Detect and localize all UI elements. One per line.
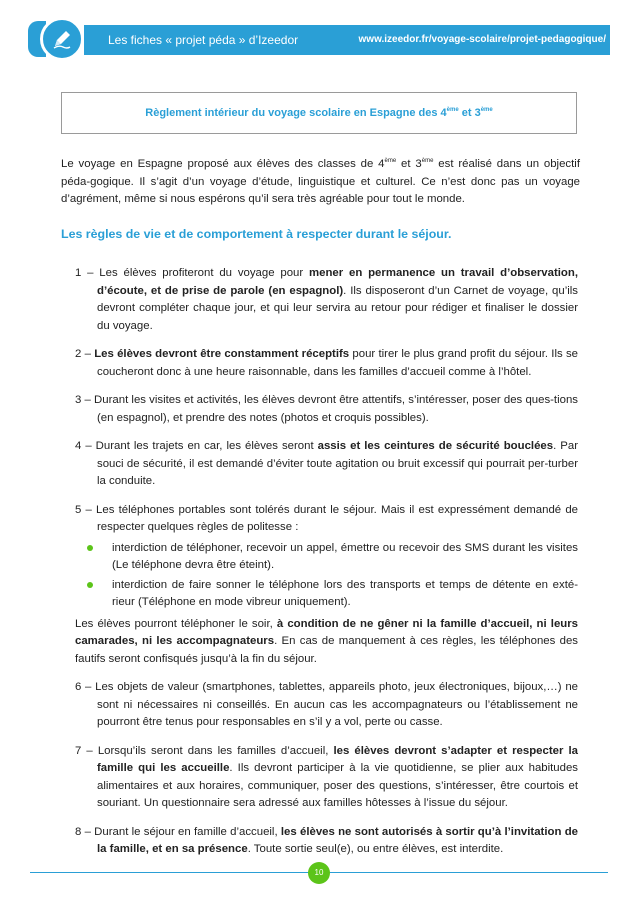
document-title: Règlement intérieur du voyage scolaire en Espagne des 4ème et 3ème	[145, 107, 493, 119]
pencil-icon	[51, 28, 73, 50]
rule-5: 5 – Les téléphones portables sont tolérés durant le séjour. Mais il est expressément demandé de respecter quelques règles de politesse :	[75, 503, 578, 533]
rule-2: 2 – Les élèves devront être constamment réceptifs pour tirer le plus grand profit du séjour. Ils se coucheront donc à une heure raisonnable, dans les familles d’accueil comme à l’hôtel.	[75, 348, 578, 378]
header-bar	[84, 25, 610, 55]
phone-rule-bullet: interdiction de téléphoner, recevoir un appel, émettre ou recevoir des SMS durant les visites (Le téléphone devra être éteint).	[97, 540, 578, 575]
logo-badge	[40, 17, 84, 61]
page-header	[28, 16, 610, 62]
rule-4: 4 – Durant les trajets en car, les élèves seront assis et les ceintures de sécurité bouclées. Par souci de sécurité, il est demandé d’éviter toute agitation ou bruit excessif qui pourrait per-turber la conduite.	[75, 440, 578, 487]
rule-7: 7 – Lorsqu’ils seront dans les familles d’accueil, les élèves devront s’adapter et respecter la famille qui les accueille. Ils devront participer à la vie quotidienne, se plier aux habitudes alimentaires et aux horaires, communiquer, poser des questions, s’intéresser, être courtois et souriant. Un questionnaire sera adressé aux familles hôtesses à l’issue du séjour.	[75, 744, 579, 809]
series-label: Les fiches « projet péda » d’Izeedor	[108, 33, 299, 47]
rule-8: 8 – Durant le séjour en famille d’accueil, les élèves ne sont autorisés à sortir qu’à l’invitation de la famille, et en sa présence. Toute sortie seul(e), ou entre élèves, est interdite.	[75, 825, 578, 855]
section-heading: Les règles de vie et de comportement à respecter durant le séjour.	[61, 227, 452, 241]
header-url-link[interactable]: www.izeedor.fr/voyage-scolaire/projet-pedagogique/	[358, 34, 606, 45]
page-number-badge: 10	[308, 862, 330, 884]
title-box	[61, 92, 577, 134]
intro-paragraph: Le voyage en Espagne proposé aux élèves des classes de 4ème et 3ème est réalisé dans un objectif péda-gogique. Il s’agit d’un voyage d’étude, linguistique et culturel. Ce n’est donc pas un voyage d’agrément, même si nous espérons qu’il sera très agréable pour tout le monde.	[61, 158, 580, 205]
phone-note: Les élèves pourront téléphoner le soir, à condition de ne gêner ni la famille d’accueil, ni leurs camarades, ni les accompagnateurs. En cas de manquement à ces règles, les téléphones des fautifs seront confisqués jusqu’à la fin du séjour.	[75, 617, 578, 665]
rule-3: 3 – Durant les visites et activités, les élèves devront être attentifs, s’intéresser, poser des ques-tions (en espagnol), et prendre des notes (photos et croquis possibles).	[75, 394, 578, 424]
rule-1: 1 – Les élèves profiteront du voyage pour mener en permanence un travail d’observation, d’écoute, et de prise de parole (en espagnol). Ils disposeront d’un Carnet de voyage, qu’ils devront compléter chaque jour, et qui leur servira au retour pour rédiger et finaliser le dossier du voyage.	[75, 267, 578, 332]
rules-list	[75, 265, 578, 870]
phone-rule-bullet: interdiction de faire sonner le téléphone lors des transports et temps de détente en exté-rieur (Téléphone en mode vibreur uniquement).	[97, 577, 578, 612]
rule-6: 6 – Les objets de valeur (smartphones, tablettes, appareils photo, jeux électroniques, bijoux,…) ne sont ni nécessaires ni conseillés. En aucun cas les accompagnateurs ou l’établissement ne pourront être tenus pour responsables en s’il y a vol, perte ou casse.	[75, 681, 578, 728]
